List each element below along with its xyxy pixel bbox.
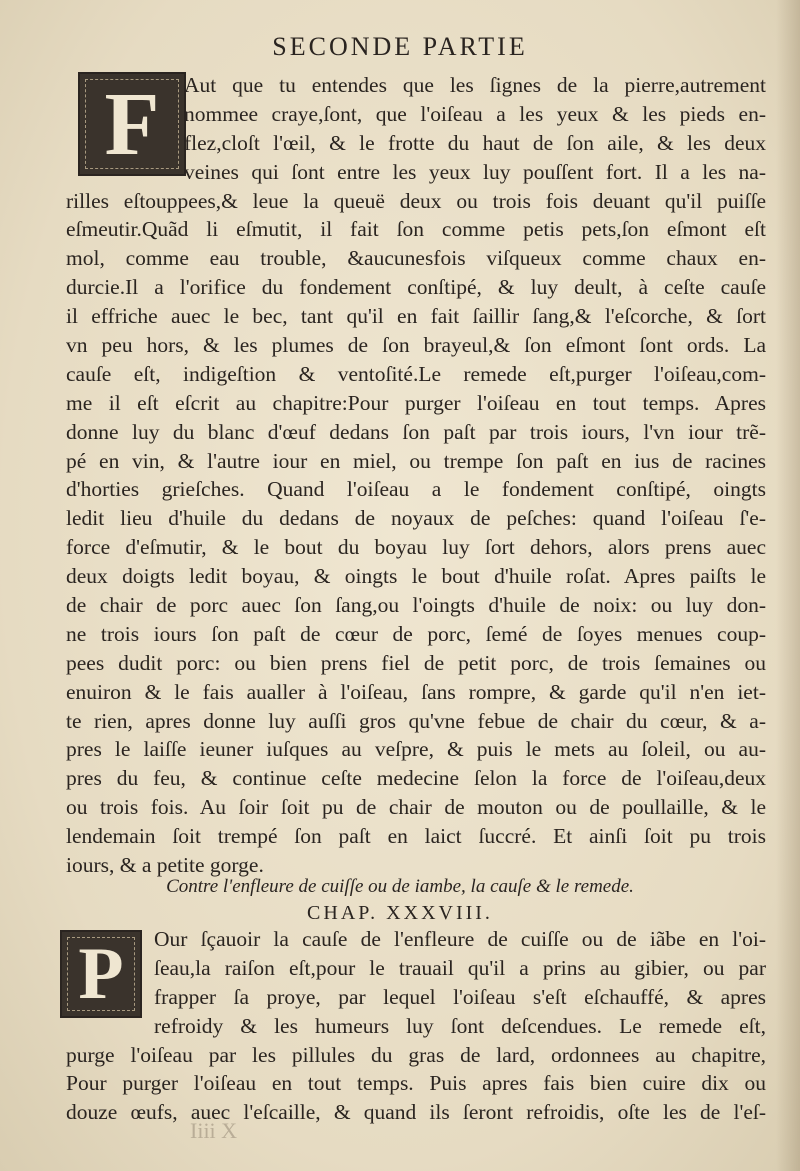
text-line: vn peu hors, & les plumes de ſon brayeul,& ſon eſmont ſont ords. La (66, 333, 766, 358)
text-line: pres du feu, & continue ceſte medecine ſelon la force de l'oiſeau,deux (66, 766, 766, 791)
dropcap-letter: F (104, 74, 160, 174)
text-line: mol, comme eau trouble, &aucunesfois viſqueux comme chaux en- (66, 246, 766, 271)
text-line: Aut que tu entendes que les ſignes de la pierre,autrement (184, 73, 766, 97)
text-line: ſeau,la raiſon eſt,pour le trauail qu'il a prins au gibier, ou par (154, 955, 766, 980)
text-line: iours, & a petite gorge. (66, 853, 264, 878)
text-line: il effriche auec le bec, tant qu'il en fait ſaillir ſang,& l'eſcorche, & ſort (66, 304, 766, 329)
text-line: enuiron & le fais aualler à l'oiſeau, ſans rompre, & garde qu'il n'en iet- (66, 679, 766, 704)
text-line: durcie.Il a l'orifice du fondement conſtipé, & luy deult, à ceſte cauſe (66, 275, 766, 300)
chapter-number: CHAP. XXXVIII. (307, 902, 493, 924)
text-line: veines qui ſont entre les yeux luy pouſſent fort. Il a les na- (184, 159, 766, 184)
text-line: ledit lieu d'huile du dedans de noyaux de peſches: quand l'oiſeau ſ'e- (66, 506, 766, 531)
text-line: d'horties grieſches. Quand l'oiſeau a le fondement conſtipé, oingts (66, 477, 766, 502)
text-line: eſmeutir.Quãd li eſmutit, il fait ſon comme petis pets,ſon eſmont eſt (66, 217, 766, 242)
text-line: lendemain ſoit trempé ſon paſt en laict ſuccré. Et ainſi ſoit pu trois (66, 824, 766, 849)
text-line: donne luy du blanc d'œuf dedans ſon paſt par trois iours, l'vn iour trẽ- (66, 419, 766, 444)
text-line: ne trois iours ſon paſt de cœur de porc, ſemé de ſoyes menues coup- (66, 621, 766, 646)
page-header: SECONDE PARTIE (272, 32, 528, 61)
text-line: refroidy & les humeurs luy ſont deſcendues. Le remede eſt, (154, 1013, 766, 1038)
text-line: ou trois fois. Au ſoir ſoit pu de chair de mouton ou de poullaille, & le (66, 795, 766, 820)
text-line: me il eſt eſcrit au chapitre:Pour purger l'oiſeau en tout temps. Apres (66, 390, 766, 415)
text-line: force d'eſmutir, & le bout du boyau luy ſort dehors, alors prens auec (66, 535, 766, 560)
dropcap-letter: P (78, 932, 124, 1015)
text-line: nommee craye,ſont, que l'oiſeau a les yeux & les pieds en- (184, 101, 766, 126)
section1-paragraph (66, 71, 766, 880)
text-line: purge l'oiſeau par les pillules du gras de lard, ordonnees au chapitre, (66, 1042, 766, 1067)
text-line: Pour purger l'oiſeau en tout temps. Puis apres fais bien cuire dix ou (66, 1071, 766, 1096)
section2-paragraph (66, 925, 766, 1127)
text-line: frapper ſa proye, par lequel l'oiſeau s'eſt eſchauffé, & apres (154, 984, 766, 1009)
page-edge-shadow (776, 0, 800, 1171)
text-line: deux doigts ledit boyau, & oingts le bout d'huile roſat. Apres paiſts le (66, 564, 766, 589)
text-line: flez,cloſt l'œil, & le frotte du haut de ſon aile, & les deux (184, 130, 766, 155)
text-line: pé en vin, & l'autre iour en miel, ou trempe ſon paſt en ius de racines (66, 448, 766, 473)
text-line: pees dudit porc: ou bien prens fiel de petit porc, de trois ſemaines ou (66, 650, 766, 675)
text-line: douze œufs, auec l'eſcaille, & quand ils ſeront refroidis, oſte les de l'eſ- (66, 1100, 766, 1125)
text-line: te rien, apres donne luy auſſi gros qu'vne febue de chair du cœur, & a- (66, 708, 766, 733)
text-line: de chair de porc auec ſon ſang,ou l'oingts d'huile de noix: ou luy don- (66, 593, 766, 618)
text-line: cauſe eſt, indigeſtion & ventoſité.Le remede eſt,purger l'oiſeau,com- (66, 361, 766, 386)
text-line: Our ſçauoir la cauſe de l'enfleure de cuiſſe ou de iãbe en l'oi- (154, 927, 766, 951)
text-line: pres le laiſſe ieuner iuſques au veſpre, & puis le mets au ſoleil, ou au- (66, 737, 766, 762)
text-line: rilles eſtouppees,& leue la queuë deux ou trois fois deuant qu'il puiſſe (66, 188, 766, 213)
chapter-title: Contre l'enfleure de cuiſſe ou de iambe, la cauſe & le remede. (166, 876, 634, 897)
bleed-through-text: Iiii X (190, 1118, 238, 1143)
